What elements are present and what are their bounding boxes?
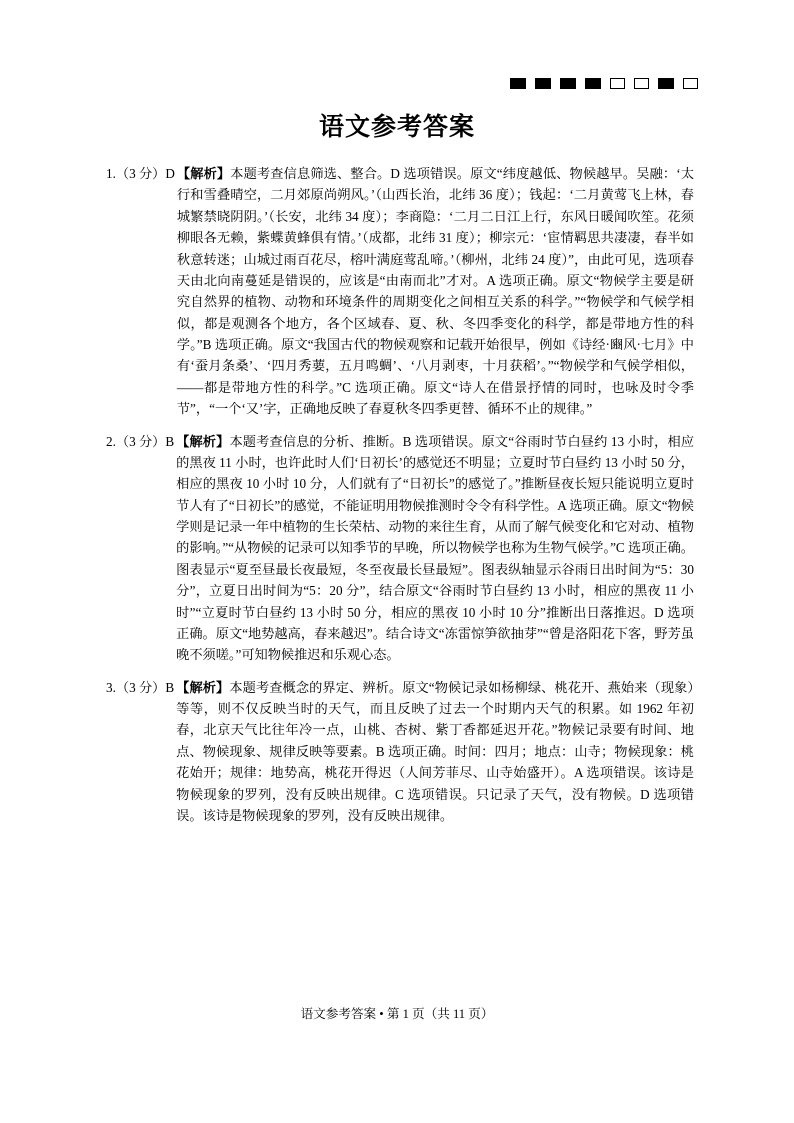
marker-block-6 [634, 78, 649, 89]
answer-text [176, 677, 694, 827]
marker-block-7 [658, 78, 674, 89]
analysis-tag: 【解析】 [176, 166, 231, 181]
analysis-content: 本题考查概念的界定、辨析。原文“物候记录如杨柳绿、桃花开、燕始来（现象）等等，则不仅反映当时的天气，而且反映了过去一个时期内天气的积累。如 1962 年初春，北京天气比往年冷一点，山桃、杏树、紫丁香都延迟开花。”物候记录要有时间、地点、物候现象、规律反映等要素。B 选项正确。时间：四月；地点：山寺；物候现象：桃花始开；规律：地势高，桃花开得迟（人间芳菲尽、山寺始盛开）。A 选项错误。该诗是物候现象的罗列，没有反映出规律。C 选项错误。只记录了天气，没有物候。D 选项错误。该诗是物候现象的罗列，没有反映出规律。 [176, 679, 694, 823]
answer-number: 3.（3 分）B [106, 679, 175, 695]
marker-block-5 [610, 78, 625, 89]
page-footer: 语文参考答案 • 第 1 页（共 11 页） [300, 1007, 494, 1021]
answer-item-3 [106, 677, 694, 827]
analysis-content: 本题考查信息的分析、推断。B 选项错误。原文“谷雨时节白昼约 13 小时，相应的黑夜 11 小时，也许此时人们‘日初长’的感觉还不明显；立夏时节白昼约 13 小时 50 分，相应的黑夜 10 小时 10 分，人们就有了“日初长”的感觉了。”推断昼夜长短只能说明立夏时节人有了“日初长”的感觉，不能证明用物候推测时令令有科学性。A 选项正确。原文“物候学则是记录一年中植物的生长荣枯、动物的来往生育，从而了解气候变化和它对动、植物的影响。”“从物候的记录可以知季节的早晚，所以物候学也称为生物气候学。”C 选项正确。图表显示“夏至昼最长夜最短，冬至夜最长昼最短”。图表纵轴显示谷雨日出时间为“5：30 分”，立夏日出时间为“5：20 分”，结合原文“谷雨时节白昼约 13 小时，相应的黑夜 11 小时”“立夏时节白昼约 13 小时 50 分，相应的黑夜 10 小时 10 分”推断出日落推迟。D 选项正确。原文“地势越高，春来越迟”。结合诗文“冻雷惊笋欲抽芽”“曾是洛阳花下客，野芳虽晚不须嗟。”可知物候推迟和乐观心态。 [176, 433, 695, 663]
answer-item-2 [106, 431, 694, 666]
answer-text [176, 431, 694, 666]
marker-block-3 [560, 78, 576, 89]
marker-block-1 [510, 78, 526, 89]
answer-number: 1.（3 分）D [106, 166, 175, 181]
marker-block-2 [535, 78, 551, 89]
page-title: 语文参考答案 [318, 112, 475, 141]
answer-item-1 [106, 163, 694, 420]
answer-text [177, 163, 694, 420]
answers-body [106, 163, 694, 837]
marker-block-4 [585, 78, 601, 89]
analysis-tag: 【解析】 [176, 433, 230, 449]
analysis-tag: 【解析】 [176, 679, 230, 695]
marker-block-8 [683, 78, 698, 89]
page-marker-row [510, 78, 698, 89]
analysis-content: 本题考查信息筛选、整合。D 选项错误。原文“纬度越低、物候越早。吴融：‘太行和雪叠晴空，二月郊原尚朔风。’（山西长治，北纬 36 度）；钱起：‘二月黄莺飞上林，春城繁禁晓阴阴。’（长安，北纬 34 度）；李商隐：‘二月二日江上行，东风日暖闻吹笙。花须柳眼各无赖，紫蝶黄蜂俱有情。’（成都，北纬 31 度）；柳宗元：‘宦情羁思共凄凄，春半如秋意转迷；山城过雨百花尽，榕叶满庭莺乱啼。’（柳州，北纬 24 度）”，由此可见，选项春天由北向南蔓延是错误的，应该是“由南而北”才对。A 选项正确。原文“物候学主要是研究自然界的植物、动物和环境条件的周期变化之间相互关系的科学。”“物候学和气候学相似，都是观测各个地方，各个区域春、夏、秋、冬四季变化的科学，都是带地方性的科学。”B 选项正确。原文“我国古代的物候观察和记载开始很早，例如《诗经·豳风·七月》中有‘蚕月条桑’、‘四月秀葽，五月鸣蜩’、‘八月剥枣，十月获稻’。”“物候学和气候学相似，——都是带地方性的科学。”C 选项正确。原文“诗人在借景抒情的同时，也咏及时令季节”，“一个‘又’字，正确地反映了春夏秋冬四季更替、循环不止的规律。” [176, 166, 695, 417]
answer-number: 2.（3 分）B [106, 433, 175, 449]
